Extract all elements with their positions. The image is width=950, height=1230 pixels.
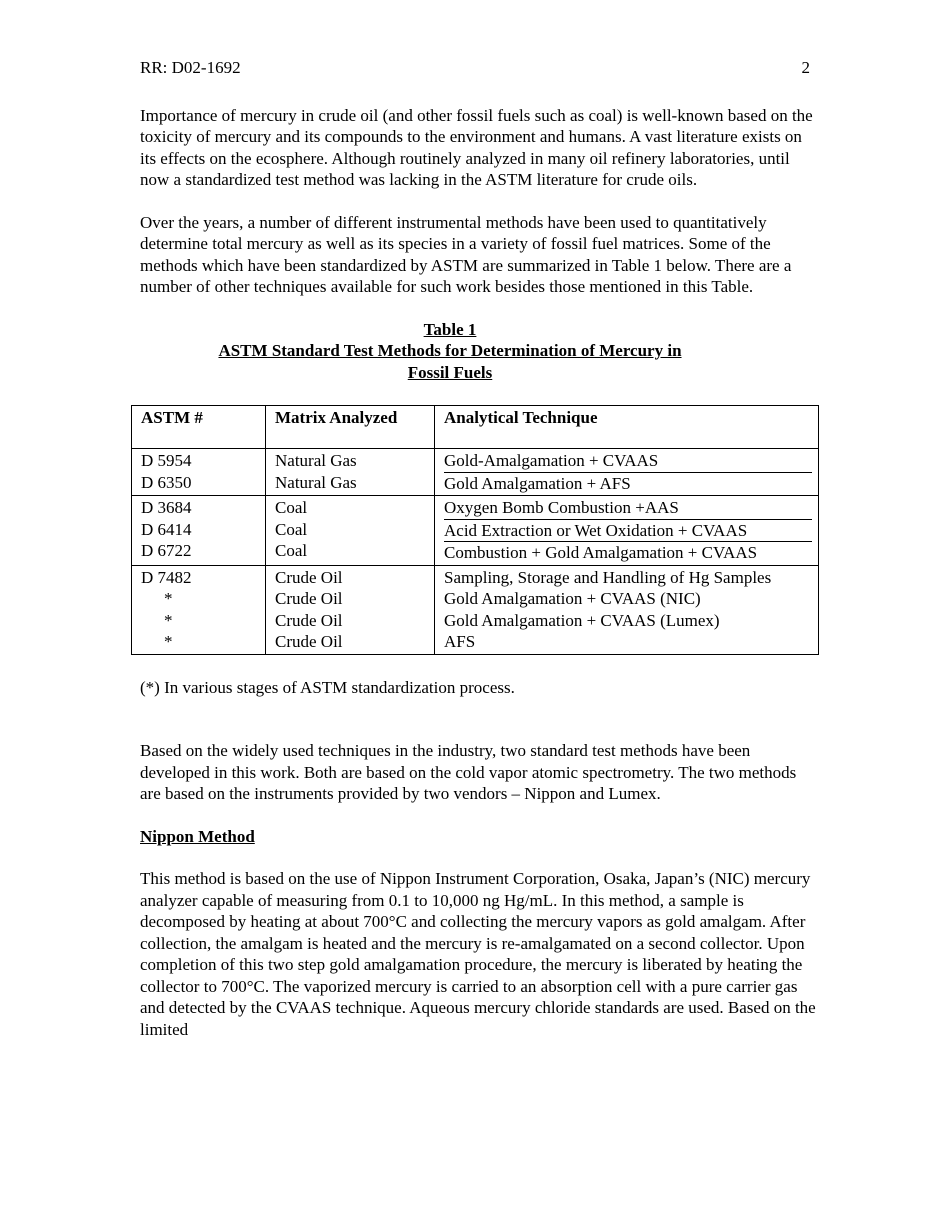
intro-paragraph: Importance of mercury in crude oil (and other fossil fuels such as coal) is well-known based on the toxicity of mercury and its compounds to the environment and humans. A vast literature exists on its effects on the ecosphere. Although routinely analyzed in many oil refinery laboratories, until now a standardized test method was lacking in the ASTM literature for crude oils. (140, 105, 813, 189)
matrix-cell: Coal (275, 498, 308, 517)
matrix-cell: Natural Gas (275, 451, 357, 470)
table-row-coal (132, 496, 819, 566)
matrix-cell: Coal (275, 519, 308, 539)
header-astm: ASTM # (132, 406, 266, 449)
matrix-cell: Crude Oil (275, 589, 343, 608)
document-id: RR: D02-1692 (140, 58, 241, 77)
astm-cell: D 6414 (141, 519, 192, 539)
astm-cell: D 5954 (141, 451, 192, 470)
header-technique: Analytical Technique (435, 406, 819, 449)
technique-cell: Gold-Amalgamation + CVAAS (444, 450, 812, 473)
matrix-cell: Crude Oil (275, 567, 343, 587)
nippon-method-paragraph: This method is based on the use of Nippon Instrument Corporation, Osaka, Japan’s (NIC) mercury analyzer capable of measuring from 0.1 to 10,000 ng Hg/mL. In this method, a sample is decomposed by heating at about 700°C and collecting the mercury vapors as gold amalgam. After collection, the amalgam is heated and the mercury is re-amalgamated on a second collector. Upon completion of this two step gold amalgamation procedure, the mercury is liberated by heating the collector to 700°C. The vaporized mercury is carried to an absorption cell with a pure carrier gas and detected by the CVAAS technique. Aqueous mercury chloride standards are used. Based on the limited (140, 869, 816, 1039)
astm-cell: D 7482 (141, 567, 192, 587)
methods-paragraph: Over the years, a number of different instrumental methods have been used to quantitatively determine total mercury as well as its species in a variety of fossil fuel matrices. Some of the methods which have been standardized by ASTM are summarized in Table 1 below. There are a number of other techniques available for such work besides those mentioned in this Table. (140, 212, 792, 296)
development-paragraph: Based on the widely used techniques in the industry, two standard test methods have been developed in this work. Both are based on the cold vapor atomic spectrometry. The two methods are based on the instruments provided by two vendors – Nippon and Lumex. (140, 741, 797, 803)
technique-cell: Gold Amalgamation + CVAAS (Lumex) (444, 610, 720, 630)
nippon-method-heading: Nippon Method (140, 826, 255, 846)
table-footnote: (*) In various stages of ASTM standardization process. (140, 677, 515, 697)
table-title-line-1: Table 1 (423, 319, 477, 339)
matrix-cell: Crude Oil (275, 610, 343, 630)
page-number: 2 (801, 58, 810, 77)
table-row-crude-oil (132, 565, 819, 654)
technique-cell: Gold Amalgamation + CVAAS (NIC) (444, 589, 701, 608)
technique-cell: Sampling, Storage and Handling of Hg Samples (444, 567, 772, 587)
page-header (140, 57, 810, 79)
astm-cell: D 6350 (141, 472, 192, 492)
technique-cell: Gold Amalgamation + AFS (444, 473, 631, 493)
astm-cell: D 6722 (141, 541, 192, 560)
header-matrix: Matrix Analyzed (266, 406, 435, 449)
matrix-cell: Crude Oil (275, 632, 343, 651)
astm-cell: * (164, 632, 173, 651)
table-title-line-2: ASTM Standard Test Methods for Determination of Mercury in (218, 341, 682, 360)
astm-cell: D 3684 (141, 498, 192, 517)
table-title-line-3: Fossil Fuels (407, 362, 493, 382)
document-page (140, 57, 820, 1040)
technique-cell: Combustion + Gold Amalgamation + CVAAS (444, 543, 758, 562)
matrix-cell: Natural Gas (275, 472, 357, 492)
technique-cell: Acid Extraction or Wet Oxidation + CVAAS (444, 520, 812, 543)
technique-cell: AFS (444, 632, 476, 651)
table-title (140, 319, 760, 384)
table-row-natural-gas (132, 449, 819, 496)
astm-cell: * (164, 610, 173, 630)
technique-cell: Oxygen Bomb Combustion +AAS (444, 497, 812, 520)
matrix-cell: Coal (275, 541, 308, 560)
astm-methods-table (131, 405, 819, 655)
astm-cell: * (164, 589, 173, 608)
table-header-row (132, 406, 819, 449)
